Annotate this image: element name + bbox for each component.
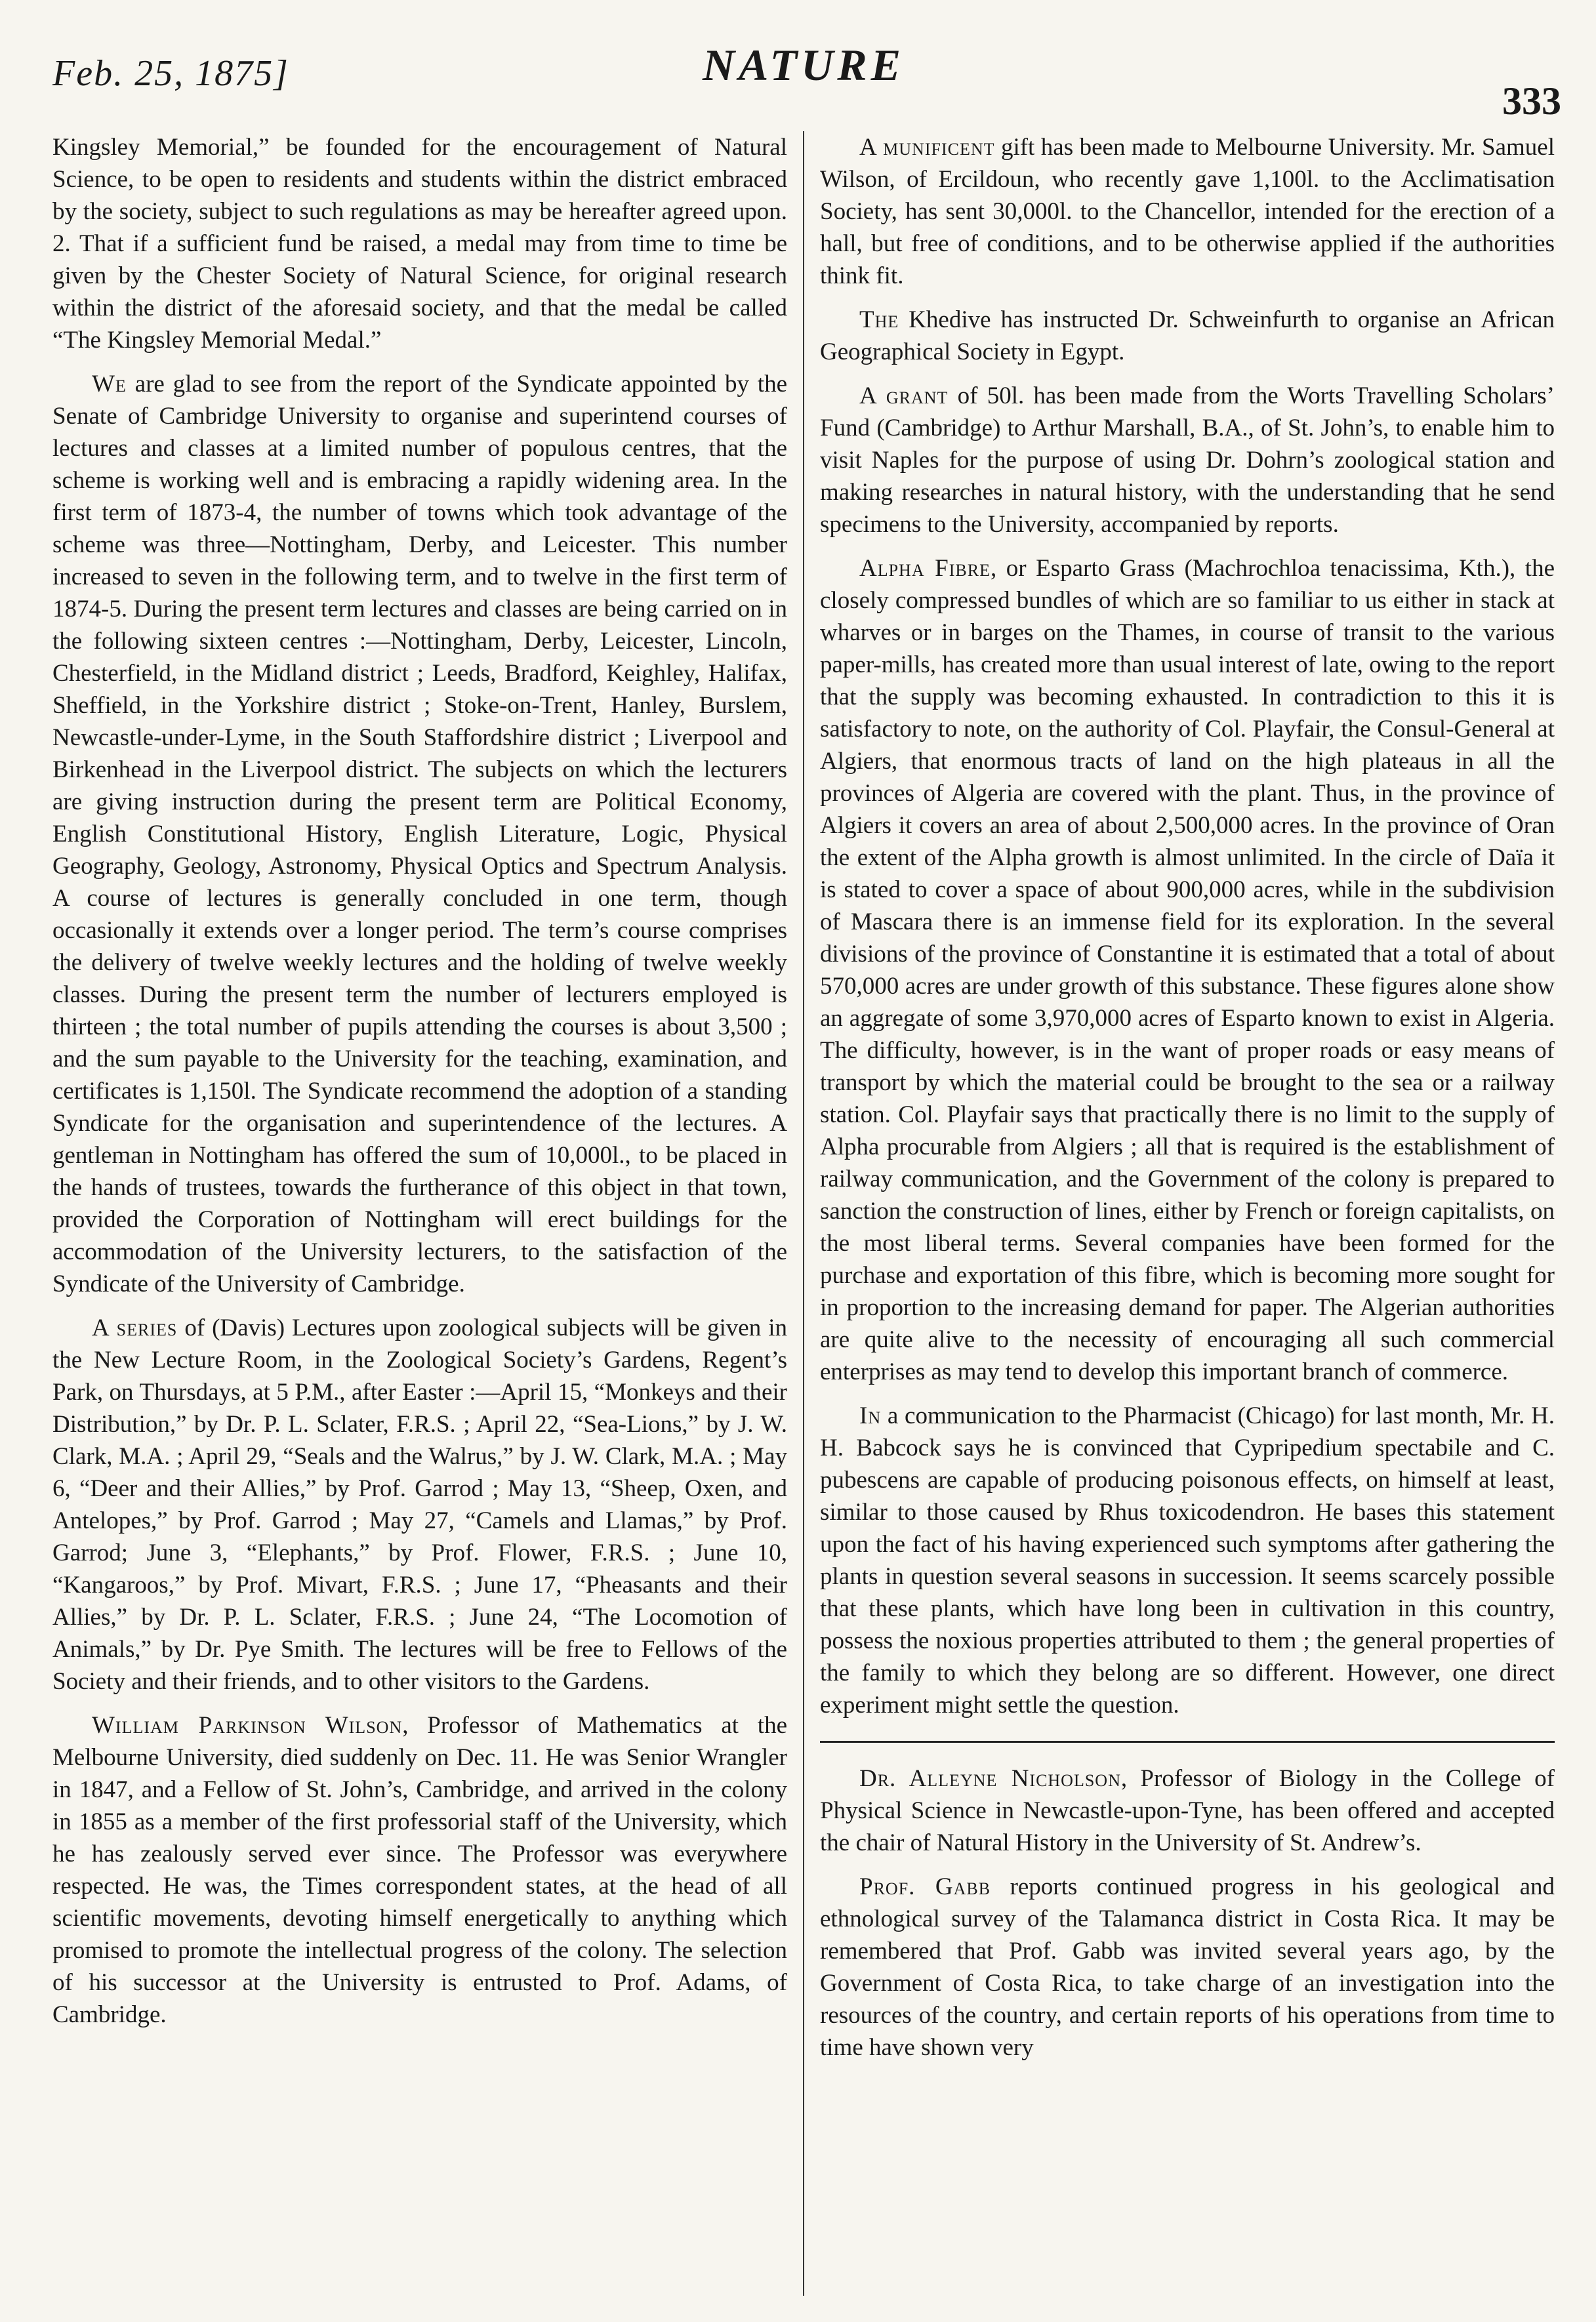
paragraph-text: reports continued progress in his geological and ethnological survey of the Talamanca district in Costa Rica. It may be remembered that Prof. Gabb was invited several years ago, by the Government of Costa Rica, to take charge of an investigation into the resources of the country, and certain reports of his operations from time to time have shown very — [820, 1873, 1555, 2061]
paragraph-text: of (Davis) Lectures upon zoological subjects will be given in the New Lecture Room, in the Zoological Society’s Gardens, Regent’s Park, on Thursdays, at 5 P.M., after Easter :—April 15, “Monkeys and their Distribution,” by Dr. P. L. Sclater, F.R.S. ; April 22, “Sea-Lions,” by J. W. Clark, M.A. ; April 29, “Seals and the Walrus,” by J. W. Clark, M.A. ; May 6, “Deer and their Allies,” by Prof. Garrod ; May 13, “Sheep, Oxen, and Antelopes,” by Prof. Garrod ; May 27, “Camels and Llamas,” by Prof. Garrod; June 3, “Elephants,” by Prof. Flower, F.R.S. ; June 10, “Kangaroos,” by Prof. Mivart, F.R.S. ; June 17, “Pheasants and their Allies,” by Dr. P. L. Sclater, F.R.S. ; June 24, “The Locomotion of Animals,” by Dr. Pye Smith. The lectures will be free to Fellows of the Society and their friends, and to other visitors to the Gardens. — [52, 1314, 787, 1695]
article-paragraph — [52, 131, 787, 356]
paragraph-lead: A munificent — [859, 134, 995, 161]
paragraph-text: , or Esparto Grass (Machrochloa tenacissima, Kth.), the closely compressed bundles of which are so familiar to us either in stack at wharves or in barges on the Thames, in course of transit to the various paper-mills, has created more than usual interest of late, owing to the report that the supply was becoming exhausted. In contradiction to this it is satisfactory to note, on the authority of Col. Playfair, the Consul-General at Algiers, that enormous tracts of land on the high plateaus in all the provinces of Algeria are covered with the plant. Thus, in the province of Algiers it covers an area of about 2,500,000 acres. In the province of Oran the extent of the Alpha growth is almost unlimited. In the circle of Daïa it is stated to cover a space of about 900,000 acres, while in the subdivision of Mascara there is an immense field for its exploration. In the several divisions of the province of Constantine it is estimated that a total of about 570,000 acres are under growth of this substance. These figures alone show an aggregate of some 3,970,000 acres of Esparto known to exist in Algeria. The difficulty, however, is in the want of proper roads or easy means of transport by which the material could be brought to the sea or a railway station. Col. Playfair says that practically there is no limit to the supply of Alpha procurable from Algiers ; all that is required is the establishment of railway communication, and the Government of the colony is prepared to sanction the construction of lines, either by French or foreign capitalists, on the most liberal terms. Several companies have been formed for the purchase and exportation of this fibre, which is becoming more sought for in proportion to the increasing demand for paper. The Algerian authorities are quite alive to the necessity of encouraging all such commercial enterprises as may tend to develop this important branch of commerce. — [820, 555, 1555, 1385]
article-paragraph — [820, 304, 1555, 368]
paragraph-text: Kingsley Memorial,” be founded for the encouragement of Natural Science, to be open to residents and students within the district embraced by the society, subject to such regulations as may be hereafter agreed upon. 2. That if a sufficient fund be raised, a medal may from time to time be given by the Chester Society of Natural Science, for original research within the district of the aforesaid society, and that the medal be called “The Kingsley Memorial Medal.” — [52, 134, 787, 354]
section-rule — [820, 1741, 1555, 1743]
article-paragraph — [52, 1312, 787, 1698]
paragraph-text: a communication to the Pharmacist (Chicago) for last month, Mr. H. H. Babcock says he is convinced that Cypripedium spectabile and C. pubescens are capable of producing poisonous effects, on himself at least, similar to those caused by Rhus toxicodendron. He bases this statement upon the fact of his having experienced such symptoms after gathering the plants in question several seasons in succession. It seems scarcely possible that these plants, which have long been in cultivation in this country, possess the noxious properties attributed to them ; the general properties of the family to which they belong are so different. However, one direct experiment might settle the question. — [820, 1402, 1555, 1719]
paragraph-text: gift has been made to Melbourne University. Mr. Samuel Wilson, of Ercildoun, who recently gave 1,100l. to the Acclimatisation Society, has sent 30,000l. to the Chancellor, intended for the erection of a hall, but free of conditions, and to be otherwise applied if the authorities think fit. — [820, 134, 1555, 289]
issue-date: Feb. 25, 1875] — [52, 53, 289, 94]
paragraph-lead: Alpha Fibre — [859, 555, 991, 582]
paragraph-lead: Prof. Gabb — [859, 1873, 991, 1900]
paragraph-lead: A grant — [859, 382, 949, 409]
page-header — [39, 26, 1568, 123]
paragraph-lead: We — [92, 371, 127, 397]
column-divider — [803, 131, 804, 2296]
paragraph-text: of 50l. has been made from the Worts Travelling Scholars’ Fund (Cambridge) to Arthur Marshall, B.A., of St. John’s, to enable him to visit Naples for the purpose of using Dr. Dohrn’s zoological station and making researches in natural history, with the understanding that he send specimens to the University, accompanied by reports. — [820, 382, 1555, 538]
paragraph-lead: A series — [92, 1314, 178, 1341]
article-paragraph — [820, 1762, 1555, 1859]
paragraph-lead: Dr. Alleyne Nicholson — [859, 1765, 1121, 1792]
page-number: 333 — [1502, 79, 1561, 123]
article-paragraph — [52, 1709, 787, 2031]
paragraph-text: Khedive has instructed Dr. Schweinfurth to organise an African Geographical Society in Egypt. — [820, 306, 1555, 365]
article-paragraph — [820, 380, 1555, 540]
paragraph-text: are glad to see from the report of the Syndicate appointed by the Senate of Cambridge University to organise and superintend courses of lectures and classes at a limited number of populous centres, that the scheme is working well and is embracing a rapidly widening area. In the first term of 1873-4, the number of towns which took advantage of the scheme was three—Nottingham, Derby, and Leicester. This number increased to seven in the following term, and to twelve in the first term of 1874-5. During the present term lectures and classes are being carried on in the following sixteen centres :—Nottingham, Derby, Leicester, Lincoln, Chesterfield, in the Midland district ; Leeds, Bradford, Keighley, Halifax, Sheffield, in the Yorkshire district ; Stoke-on-Trent, Hanley, Burslem, Newcastle-under-Lyme, in the South Staffordshire district ; Liverpool and Birkenhead in the Liverpool district. The subjects on which the lecturers are giving instruction during the present term are Political Economy, English Constitutional History, English Literature, Logic, Physical Geography, Geology, Astronomy, Physical Optics and Spectrum Analysis. A course of lectures is generally concluded in one term, though occasionally it extends over a longer period. The term’s course comprises the delivery of twelve weekly lectures and the holding of twelve weekly classes. During the present term the number of lecturers employed is thirteen ; the total number of pupils attending the courses is about 3,500 ; and the sum payable to the University for the teaching, examination, and certificates is 1,150l. The Syndicate recommend the adoption of a standing Syndicate for the organisation and superintendence of the lectures. A gentleman in Nottingham has offered the sum of 10,000l., to be placed in the hands of trustees, towards the furtherance of this object in that town, provided the Corporation of Nottingham will erect buildings for the accommodation of the University lecturers, to the satisfaction of the Syndicate of the University of Cambridge. — [52, 371, 787, 1297]
left-column — [52, 131, 787, 2043]
paragraph-lead: The — [859, 306, 899, 333]
right-column — [820, 131, 1555, 2075]
article-paragraph — [820, 131, 1555, 292]
article-paragraph — [820, 552, 1555, 1388]
article-paragraph — [820, 1871, 1555, 2064]
article-paragraph — [820, 1400, 1555, 1721]
article-paragraph — [52, 368, 787, 1300]
paragraph-lead: William Parkinson Wilson — [92, 1712, 403, 1739]
paragraph-text: , Professor of Biology in the College of Physical Science in Newcastle-upon-Tyne, has been offered and accepted the chair of Natural History in the University of St. Andrew’s. — [820, 1765, 1555, 1856]
paragraph-lead: In — [859, 1402, 882, 1429]
journal-title: NATURE — [702, 40, 905, 90]
paragraph-text: , Professor of Mathematics at the Melbourne University, died suddenly on Dec. 11. He was Senior Wrangler in 1847, and a Fellow of St. John’s, Cambridge, and arrived in the colony in 1855 as a member of the first professorial staff of the University, which he has zealously served ever since. The Professor was everywhere respected. He was, the Times correspondent states, at the head of all scientific movements, devoting himself energetically to anything which promised to promote the intellectual progress of the colony. The selection of his successor at the University is entrusted to Prof. Adams, of Cambridge. — [52, 1712, 788, 2028]
